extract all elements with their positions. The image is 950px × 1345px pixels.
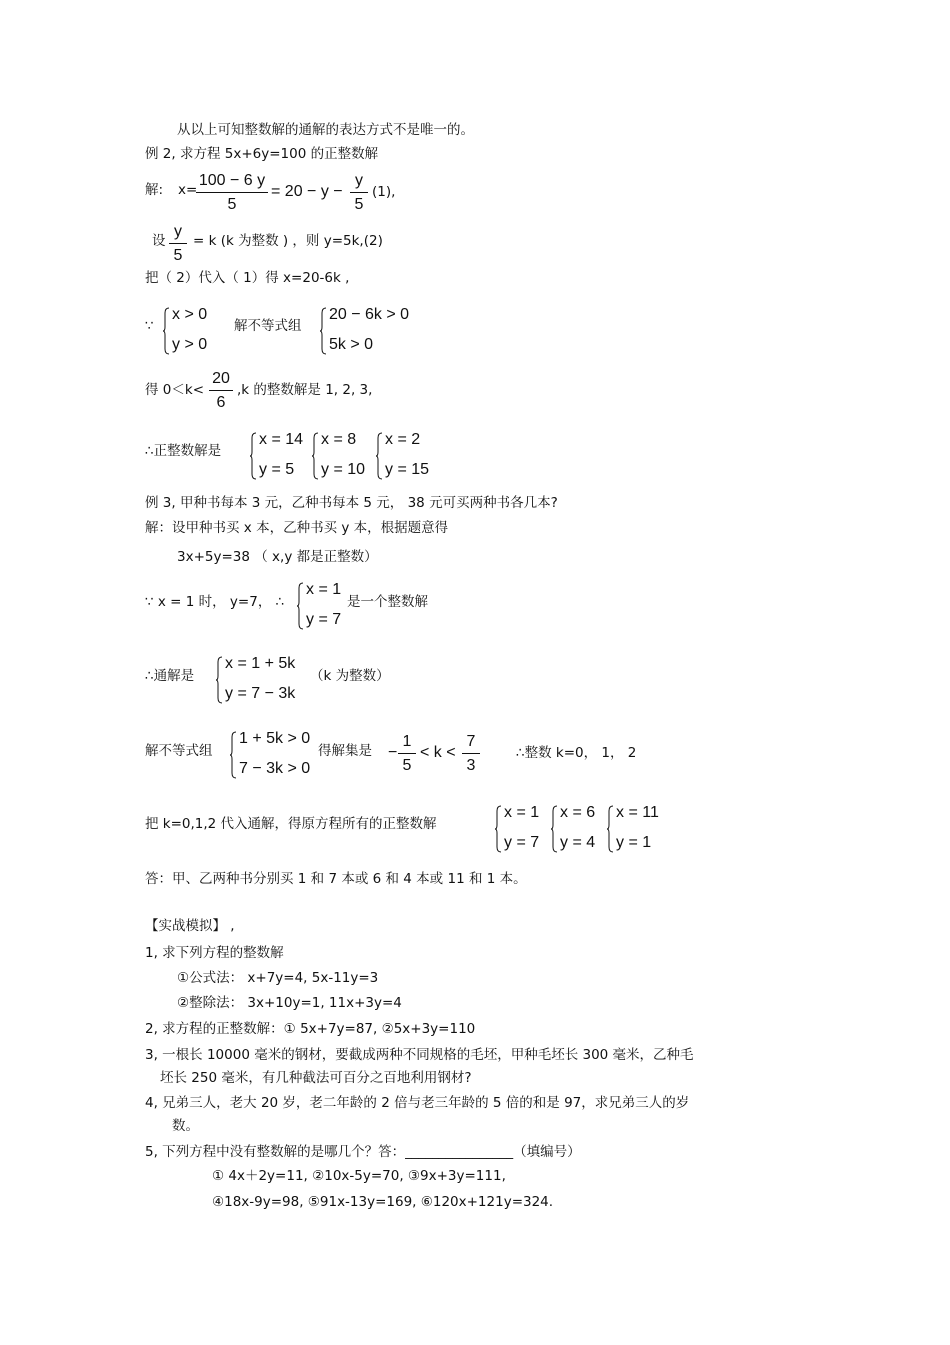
system-row-1: x = 6 <box>560 804 596 821</box>
question-5-options-2: ④18x-9y=98, ⑤91x-13y=169, ⑥120x+121y=324. <box>212 1194 554 1210</box>
brace-icon <box>230 731 236 779</box>
system-row-2: 7 − 3k > 0 <box>239 760 311 777</box>
system-row-1: x = 8 <box>321 431 357 448</box>
substitute-line: 把（ 2）代入（ 1）得 x=20-6k , <box>145 270 350 286</box>
denominator: 3 <box>466 757 476 774</box>
positive-solutions-label: ∴正整数解是 <box>145 443 222 459</box>
example-3-answer: 答：甲、乙两种书分别买 1 和 7 本或 6 和 4 本或 11 和 1 本。 <box>145 871 527 887</box>
system-row-2: y = 5 <box>259 461 295 478</box>
solution-1-7-b <box>495 805 549 853</box>
question-1a: ①公式法： x+7y=4, 5x-11y=3 <box>177 970 379 986</box>
numerator: y <box>174 223 182 240</box>
integer-k-values: ∴整数 k=0， 1， 2 <box>516 745 637 761</box>
question-5: 5, 下列方程中没有整数解的是哪几个？答：________________（填编号） <box>145 1144 581 1160</box>
k-between: < k < <box>420 744 456 761</box>
solution-label: 解: <box>145 182 164 198</box>
system-row-2: y = 1 <box>616 834 652 851</box>
example-3-title: 例 3, 甲种书每本 3 元，乙种书每本 5 元， 38 元可买两种书各几本? <box>145 495 558 511</box>
system-row-2: y = 7 <box>504 834 540 851</box>
solution-6-4 <box>551 805 605 853</box>
x-equals: x= <box>178 182 198 198</box>
system-row-1: x = 2 <box>385 431 421 448</box>
numerator: 1 <box>402 733 412 750</box>
general-solution-label: ∴通解是 <box>145 668 195 684</box>
system-row-2: y = 7 <box>306 611 342 628</box>
system-row-2: y > 0 <box>172 336 208 353</box>
numerator: 7 <box>466 733 476 750</box>
brace-icon <box>297 582 303 630</box>
denominator: 6 <box>216 394 226 411</box>
system-row-2: y = 10 <box>321 461 366 478</box>
system-row-2: 5k > 0 <box>329 336 374 353</box>
practice-heading: 【实战模拟】 , <box>145 918 235 934</box>
system-row-1: 20 − 6k > 0 <box>329 306 410 323</box>
fraction-100-6y-over-5 <box>196 173 268 213</box>
example-3-setup: 解：设甲种书买 x 本，乙种书买 y 本，根据题意得 <box>145 520 449 536</box>
minus-sign: − <box>388 744 398 761</box>
brace-icon <box>495 805 501 853</box>
fraction-y-over-5 <box>350 173 368 213</box>
system-x-y-positive <box>163 307 223 355</box>
let-k-line: = k (k 为整数 ) ，则 y=5k,(2) <box>193 233 383 249</box>
brace-icon <box>250 432 256 480</box>
numerator: 20 <box>212 370 230 387</box>
k-integer-note: （k 为整数） <box>310 668 390 684</box>
denominator: 5 <box>354 196 364 213</box>
numerator: y <box>355 172 363 189</box>
general-solution-system <box>216 656 306 704</box>
solution-8-10 <box>312 432 374 480</box>
when-x-1: ∵ x = 1 时， y=7， ∴ <box>145 594 285 610</box>
brace-icon <box>376 432 382 480</box>
example-2-title: 例 2, 求方程 5x+6y=100 的正整数解 <box>145 146 379 162</box>
solution-1-7 <box>297 582 347 630</box>
equation-tag-1: (1), <box>372 184 396 200</box>
system-row-1: x = 1 <box>504 804 540 821</box>
system-row-1: 1 + 5k > 0 <box>239 730 311 747</box>
fraction-20-over-6 <box>209 371 233 411</box>
numerator: 100 − 6 y <box>198 172 266 189</box>
brace-icon <box>163 307 169 355</box>
fraction-7-over-3 <box>462 734 480 774</box>
system-row-2: y = 7 − 3k <box>225 685 296 702</box>
question-1: 1, 求下列方程的整数解 <box>145 945 284 961</box>
solution-2-15 <box>376 432 438 480</box>
fraction-1-over-5 <box>398 734 416 774</box>
solve-inequality-label: 解不等式组 <box>234 318 302 334</box>
question-4-line-1: 4, 兄弟三人，老大 20 岁，老二年龄的 2 倍与老三年龄的 5 倍的和是 97，求兄弟三人的岁 <box>145 1095 690 1111</box>
k-integer-solutions: ,k 的整数解是 1, 2, 3, <box>237 382 373 398</box>
brace-icon <box>312 432 318 480</box>
inequality-system-k <box>230 731 320 779</box>
system-row-2: y = 15 <box>385 461 430 478</box>
substitute-k-line: 把 k=0,1,2 代入通解，得原方程所有的正整数解 <box>145 816 437 832</box>
system-row-1: x = 1 + 5k <box>225 655 296 672</box>
question-3-line-2: 坯长 250 毫米，有几种截法可百分之百地利用钢材? <box>160 1070 472 1086</box>
brace-icon <box>320 307 326 355</box>
solution-14-5 <box>250 432 310 480</box>
question-3-line-1: 3, 一根长 10000 毫米的钢材，要截成两种不同规格的毛坯，甲种毛坯长 300 毫米，乙种毛 <box>145 1047 694 1063</box>
denominator: 5 <box>227 196 237 213</box>
example-3-equation: 3x+5y=38 （ x,y 都是正整数） <box>177 549 378 565</box>
system-inequalities-k <box>320 307 430 355</box>
question-1b: ②整除法： 3x+10y=1, 11x+3y=4 <box>177 995 402 1011</box>
denominator: 5 <box>173 247 183 264</box>
system-row-1: x = 1 <box>306 581 342 598</box>
brace-icon <box>551 805 557 853</box>
let-label: 设 <box>152 233 166 249</box>
system-row-1: x > 0 <box>172 306 208 323</box>
system-row-1: x = 11 <box>616 804 659 821</box>
get-k-range: 得 0＜k< <box>145 382 205 398</box>
denominator: 5 <box>402 757 412 774</box>
question-4-line-2: 数。 <box>172 1118 199 1134</box>
is-integer-solution: 是一个整数解 <box>347 594 428 610</box>
equation-middle: = 20 − y − <box>271 183 343 200</box>
solve-inequality-label-2: 解不等式组 <box>145 743 213 759</box>
brace-icon <box>607 805 613 853</box>
solution-11-1 <box>607 805 667 853</box>
question-5-options-1: ① 4x＋2y=11, ②10x-5y=70, ③9x+3y=111, <box>212 1168 506 1184</box>
system-row-1: x = 14 <box>259 431 304 448</box>
fraction-y-over-5-b <box>169 224 187 264</box>
because-symbol: ∵ <box>145 318 154 334</box>
question-2: 2, 求方程的正整数解：① 5x+7y=87, ②5x+3y=110 <box>145 1021 476 1037</box>
system-row-2: y = 4 <box>560 834 596 851</box>
intro-line: 从以上可知整数解的通解的表达方式不是唯一的。 <box>177 122 474 138</box>
brace-icon <box>216 656 222 704</box>
solution-set-label: 得解集是 <box>318 743 372 759</box>
